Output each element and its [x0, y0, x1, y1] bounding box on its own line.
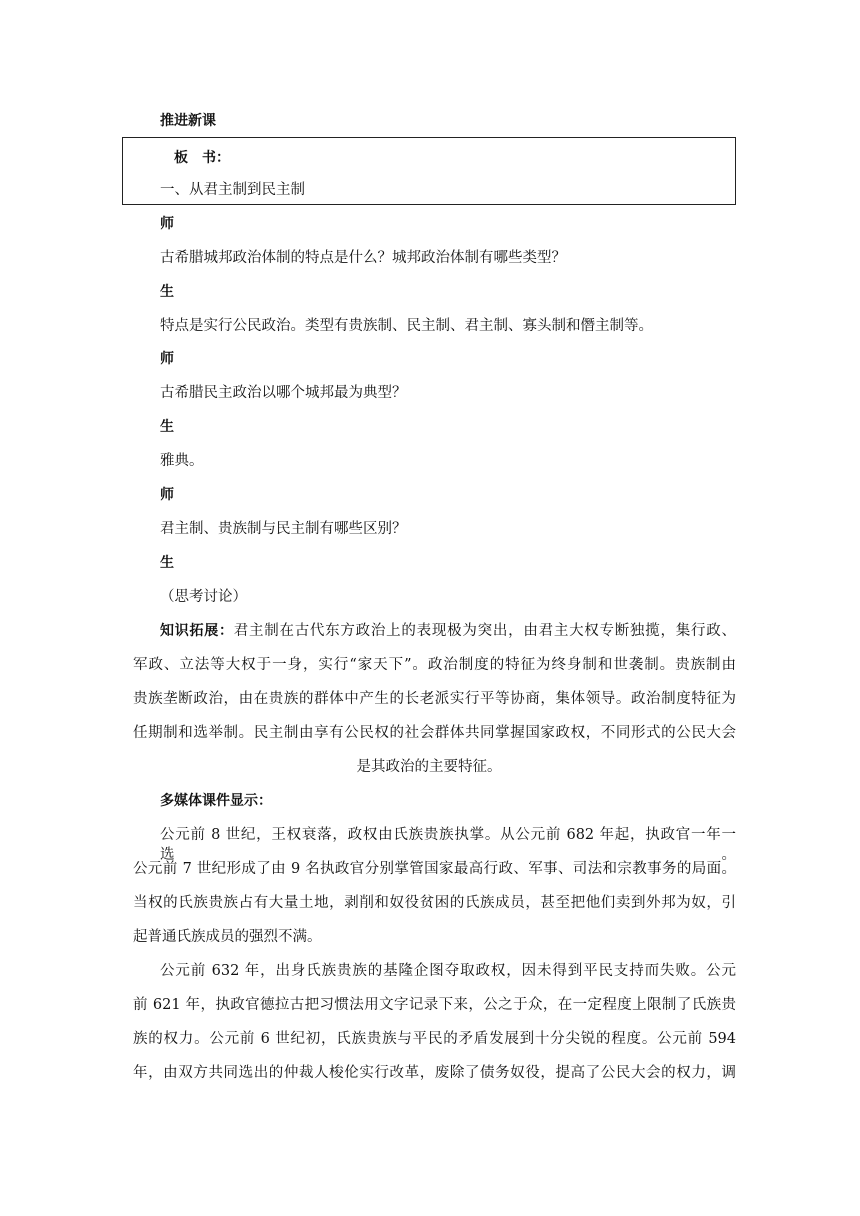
paragraph-line: 前 621 年，执政官德拉古把习惯法用文字记录下来，公之于众，在一定程度上限制了氏族贵 [133, 997, 736, 1013]
paragraph-line: 族的权力。公元前 6 世纪初，氏族贵族与平民的矛盾发展到十分尖锐的程度。公元前 594 [133, 1031, 736, 1047]
board-label: 板 书： [174, 150, 230, 166]
paragraph-line: 年，由双方共同选出的仲裁人梭伦实行改革，废除了债务奴役，提高了公民大会的权力，调 [133, 1065, 736, 1081]
paragraph-line: 当权的氏族贵族占有大量土地，剥削和奴役贫困的氏族成员，甚至把他们卖到外邦为奴，引 [133, 895, 736, 911]
dialogue-text: 古希腊城邦政治体制的特点是什么？城邦政治体制有哪些类型？ [160, 250, 566, 266]
knowledge-line: 任期制和选举制。民主制由享有公民权的社会群体共同掌握国家政权，不同形式的公民大会 [133, 725, 736, 741]
board-box [122, 137, 736, 205]
board-item: 一、从君主制到民主制 [160, 182, 305, 198]
dialogue-text: （思考讨论） [160, 589, 247, 605]
paragraph-line: 公元前 632 年，出身氏族贵族的基隆企图夺取政权，因未得到平民支持而失败。公元 [160, 963, 736, 979]
speaker-teacher: 师 [160, 351, 174, 367]
knowledge-line: 贵族垄断政治，由在贵族的群体中产生的长老派实行平等协商，集体领导。政治制度特征为 [133, 691, 736, 707]
speaker-teacher: 师 [160, 487, 174, 503]
knowledge-text: 君主制在古代东方政治上的表现极为突出，由君主大权专断独揽，集行政、 [233, 623, 736, 639]
speaker-student: 生 [160, 284, 174, 300]
paragraph-line: 公元前 7 世纪形成了由 9 名执政官分别掌管国家最高行政、军事、司法和宗教事务的局面。 [133, 861, 736, 877]
knowledge-line [160, 621, 736, 641]
dialogue-text: 特点是实行公民政治。类型有贵族制、民主制、君主制、寡头制和僭主制等。 [160, 318, 653, 334]
speaker-student: 生 [160, 555, 174, 571]
speaker-student: 生 [160, 419, 174, 435]
section-title: 推进新课 [160, 113, 216, 129]
dialogue-text: 君主制、贵族制与民主制有哪些区别？ [160, 521, 407, 537]
knowledge-label: 知识拓展： [160, 623, 234, 639]
dialogue-text: 古希腊民主政治以哪个城邦最为典型？ [160, 385, 407, 401]
multimedia-label: 多媒体课件显示： [160, 793, 272, 809]
knowledge-line: 军政、立法等大权于一身，实行“家天下”。政治制度的特征为终身制和世袭制。贵族制由 [133, 657, 736, 673]
paragraph-line: 公元前 8 世纪，王权衰落，政权由氏族贵族执掌。从公元前 682 年起，执政官一年一选。 [160, 827, 736, 863]
speaker-teacher: 师 [160, 216, 174, 232]
knowledge-line: 是其政治的主要特征。 [356, 759, 502, 775]
dialogue-text: 雅典。 [160, 453, 204, 469]
paragraph-line: 起普通氏族成员的强烈不满。 [133, 929, 322, 945]
